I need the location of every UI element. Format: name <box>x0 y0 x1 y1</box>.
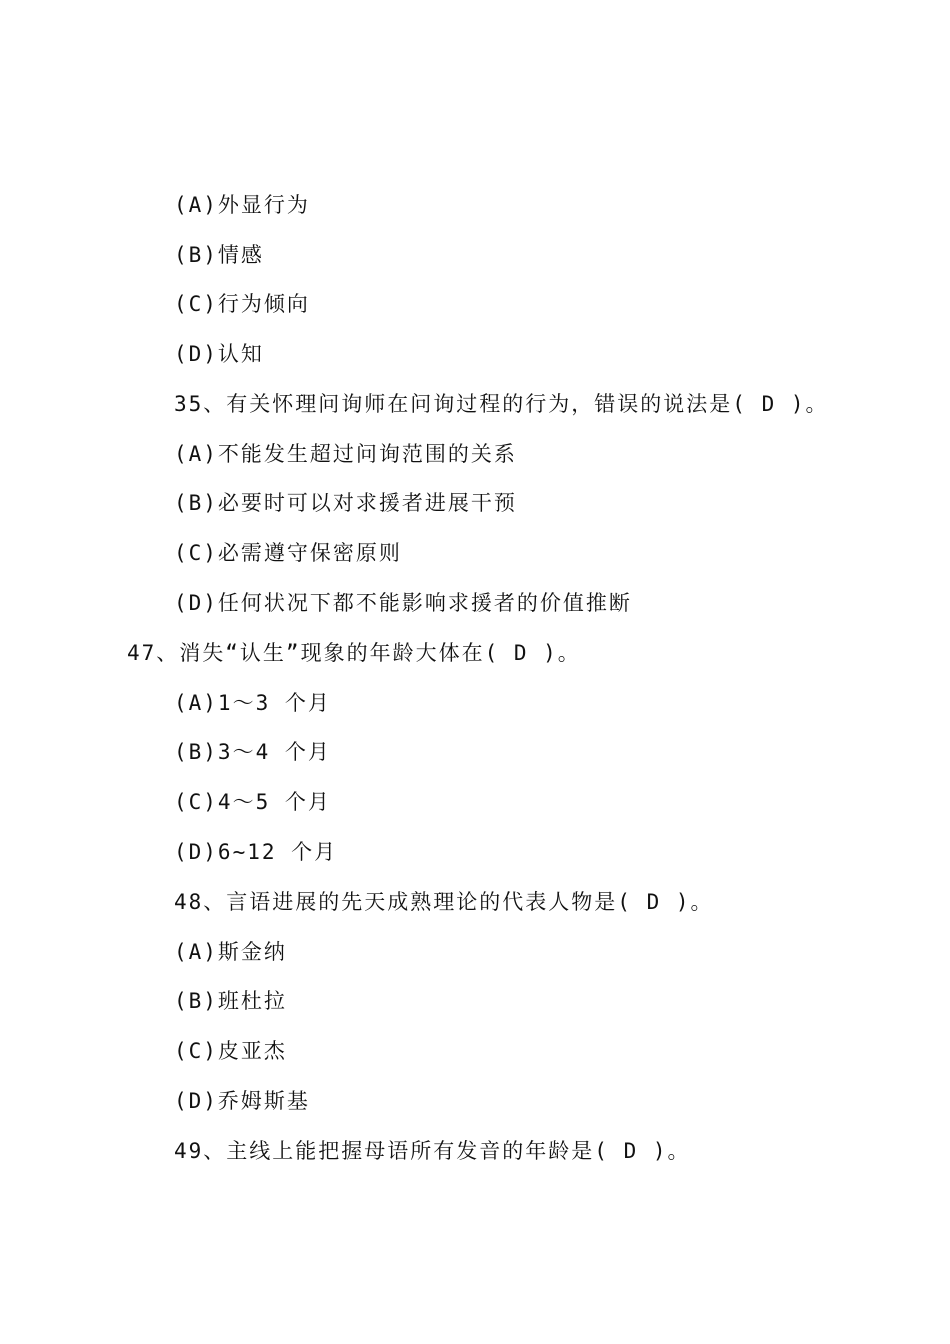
option-b-q35: (B)必要时可以对求援者进展干预 <box>174 491 517 515</box>
option-b-q47: (B)3～4 个月 <box>174 740 331 764</box>
option-d-q48: (D)乔姆斯基 <box>174 1089 310 1113</box>
question-49: 49、主线上能把握母语所有发音的年龄是( D )。 <box>174 1139 691 1163</box>
option-d-q35: (D)任何状况下都不能影响求援者的价值推断 <box>174 591 632 615</box>
question-48: 48、言语进展的先天成熟理论的代表人物是( D )。 <box>174 890 714 914</box>
option-c-q35: (C)必需遵守保密原则 <box>174 541 402 565</box>
question-35: 35、有关怀理问询师在问询过程的行为，错误的说法是( D )。 <box>174 392 829 416</box>
option-a-q48: (A)斯金纳 <box>174 940 287 964</box>
option-b-q34: (B)情感 <box>174 243 264 267</box>
option-d-q47: (D)6~12 个月 <box>174 840 338 864</box>
option-c-q48: (C)皮亚杰 <box>174 1039 287 1063</box>
option-c-q34: (C)行为倾向 <box>174 292 310 316</box>
option-a-q47: (A)1～3 个月 <box>174 691 331 715</box>
question-47: 47、消失“认生”现象的年龄大体在( D )。 <box>127 641 581 665</box>
option-a-q34: (A)外显行为 <box>174 193 310 217</box>
option-d-q34: (D)认知 <box>174 342 264 366</box>
option-b-q48: (B)班杜拉 <box>174 989 287 1013</box>
option-c-q47: (C)4～5 个月 <box>174 790 331 814</box>
option-a-q35: (A)不能发生超过问询范围的关系 <box>174 442 517 466</box>
